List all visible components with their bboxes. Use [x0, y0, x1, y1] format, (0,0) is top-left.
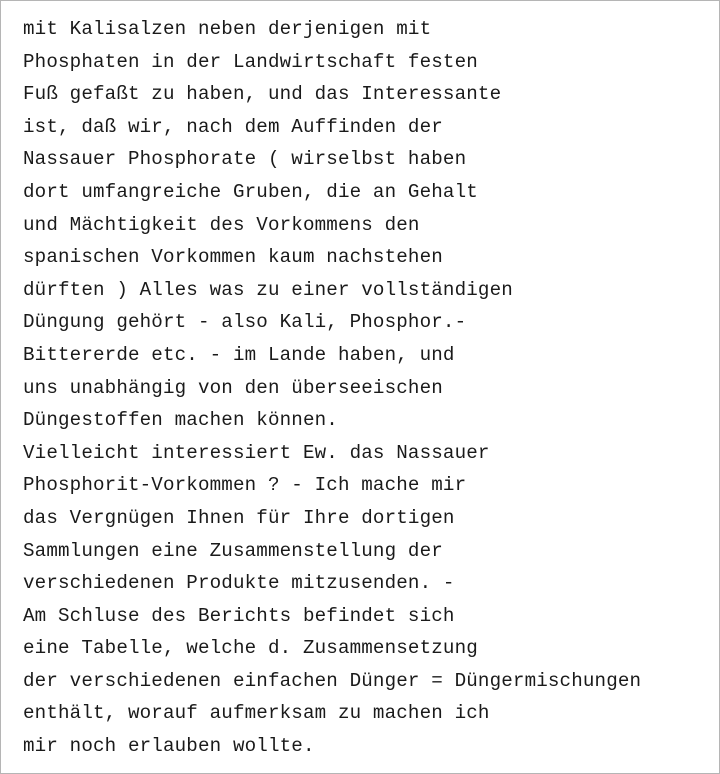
- text-line: Bittererde etc. - im Lande haben, und: [23, 343, 455, 366]
- text-line: enthält, worauf aufmerksam zu machen ich: [23, 702, 490, 725]
- text-line: Phosphorit-Vorkommen ? - Ich mache mir: [23, 474, 467, 497]
- text-line: der verschiedenen einfachen Dünger = Düngermischungen: [23, 669, 642, 692]
- text-line: ist, daß wir, nach dem Auffinden der: [23, 115, 443, 138]
- text-line: mir noch erlauben wollte.: [23, 735, 315, 758]
- text-line: Düngung gehört - also Kali, Phosphor.-: [23, 311, 467, 334]
- text-line: Am Schluse des Berichts befindet sich: [23, 604, 455, 627]
- text-line: Sammlungen eine Zusammenstellung der: [23, 539, 443, 562]
- letter-body: [23, 13, 641, 763]
- text-line: verschiedenen Produkte mitzusenden. -: [23, 572, 455, 595]
- text-line: Phosphaten in der Landwirtschaft festen: [23, 50, 478, 73]
- text-line: dürften ) Alles was zu einer vollständigen: [23, 278, 513, 301]
- text-line: das Vergnügen Ihnen für Ihre dortigen: [23, 506, 455, 529]
- text-line: Düngestoffen machen können.: [23, 409, 338, 432]
- text-line: mit Kalisalzen neben derjenigen mit: [23, 18, 432, 40]
- text-line: uns unabhängig von den überseeischen: [23, 376, 443, 399]
- text-line: Vielleicht interessiert Ew. das Nassauer: [23, 441, 490, 464]
- text-line: und Mächtigkeit des Vorkommens den: [23, 213, 420, 236]
- text-line: Nassauer Phosphorate ( wirselbst haben: [23, 148, 467, 171]
- text-line: spanischen Vorkommen kaum nachstehen: [23, 246, 443, 269]
- text-line: eine Tabelle, welche d. Zusammensetzung: [23, 637, 478, 660]
- text-line: Fuß gefaßt zu haben, und das Interessante: [23, 83, 502, 106]
- text-line: dort umfangreiche Gruben, die an Gehalt: [23, 180, 478, 203]
